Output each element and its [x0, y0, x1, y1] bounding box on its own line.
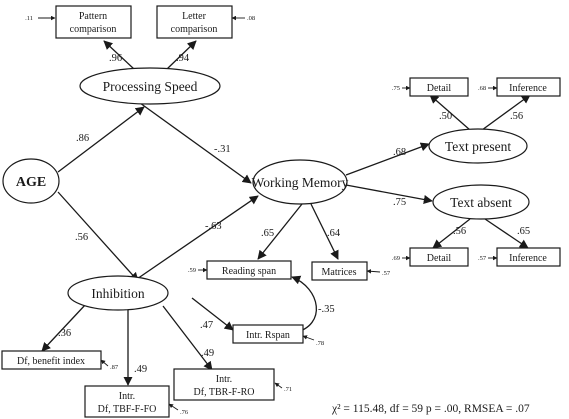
coef-wm-reading-span: .65 — [261, 228, 275, 239]
indicator-intr-df-tbf-f-fo-line2: Df, TBF-F-FO — [97, 404, 157, 415]
indicator-detail-absent-label: Detail — [426, 253, 452, 264]
error-reading-span: .59 — [187, 267, 196, 274]
error-intr-rspan: .78 — [316, 340, 325, 347]
error-inference-absent: .57 — [478, 255, 487, 262]
error-tbr-ro: .71 — [284, 386, 293, 393]
coef-processing-speed-working-memory: -.31 — [214, 144, 231, 155]
indicator-pattern-comparison-line1: Pattern — [78, 11, 108, 22]
error-arrow-rspan — [303, 336, 314, 340]
latent-text-absent-label: Text absent — [450, 195, 512, 210]
coef-inh-rspan: .47 — [200, 320, 214, 331]
coef-inh-tbf-fo: .49 — [134, 364, 148, 375]
coef-age-inhibition: .56 — [75, 232, 89, 243]
error-arrow-df-benefit — [101, 360, 108, 366]
path-inh-tbr-ro — [163, 306, 215, 370]
error-arrow-matrices — [367, 271, 380, 272]
indicator-df-benefit-index-label: Df, benefit index — [16, 356, 86, 367]
path-wm-text-absent — [346, 185, 432, 201]
error-matrices: .57 — [382, 270, 391, 277]
error-detail-absent: .69 — [391, 255, 400, 262]
coef-tp-detail: .50 — [439, 111, 453, 122]
error-tbf-fo: .76 — [180, 409, 189, 416]
path-age-inhibition — [58, 192, 138, 281]
fit-statistics: χ² = 115.48, df = 59 p = .00, RMSEA = .07 — [332, 403, 530, 415]
coef-age-processing-speed: .86 — [76, 133, 90, 144]
error-df-benefit: .87 — [110, 364, 119, 371]
indicator-inference-present-label: Inference — [509, 83, 547, 94]
path-age-processing-speed — [58, 107, 144, 172]
path-wm-text-present — [346, 144, 429, 175]
path-processing-speed-working-memory — [140, 103, 251, 183]
error-arrow-tbr-ro — [275, 383, 282, 388]
indicator-reading-span-label: Reading span — [221, 266, 277, 277]
indicator-intr-rspan-label: Intr. Rspan — [246, 330, 290, 341]
coef-ta-inference: .65 — [517, 226, 531, 237]
indicator-letter-comparison-line1: Letter — [182, 11, 206, 22]
latent-inhibition-label: Inhibition — [91, 286, 145, 301]
latent-text-present-label: Text present — [444, 139, 512, 154]
latent-working-memory-label: Working Memory — [251, 175, 349, 190]
coef-wm-text-absent: .75 — [393, 197, 407, 208]
indicator-detail-present-label: Detail — [426, 83, 452, 94]
coef-reading-rspan-covariance: -.35 — [318, 304, 335, 315]
error-arrow-tbf-fo — [169, 404, 178, 410]
coef-tp-inference: .56 — [510, 111, 524, 122]
error-inference-present: .68 — [478, 85, 487, 92]
indicator-inference-absent-label: Inference — [509, 253, 547, 264]
coef-wm-matrices: .64 — [327, 228, 341, 239]
indicator-intr-df-tbf-f-fo-line1: Intr. — [118, 391, 136, 402]
latent-processing-speed-label: Processing Speed — [102, 79, 198, 94]
coef-inhibition-working-memory: -.63 — [205, 221, 222, 232]
coef-wm-text-present: .68 — [393, 147, 407, 158]
coef-ps-pattern: .96 — [109, 53, 123, 64]
latent-age-label: AGE — [15, 175, 47, 190]
indicator-intr-df-tbr-f-ro-line1: Intr. — [215, 374, 233, 385]
error-pattern: .11 — [25, 15, 33, 22]
indicator-letter-comparison-line2: comparison — [170, 24, 218, 35]
error-letter: .08 — [247, 15, 256, 22]
coef-ta-detail: .56 — [453, 226, 467, 237]
indicator-matrices-label: Matrices — [321, 267, 357, 278]
coef-ps-letter: .94 — [176, 53, 190, 64]
coef-inh-tbr-ro: .49 — [201, 348, 215, 359]
indicator-intr-df-tbr-f-ro-line2: Df, TBR-F-RO — [193, 387, 255, 398]
error-detail-present: .75 — [391, 85, 400, 92]
coef-inh-df-benefit: .36 — [58, 328, 72, 339]
indicator-pattern-comparison-line2: comparison — [69, 24, 117, 35]
